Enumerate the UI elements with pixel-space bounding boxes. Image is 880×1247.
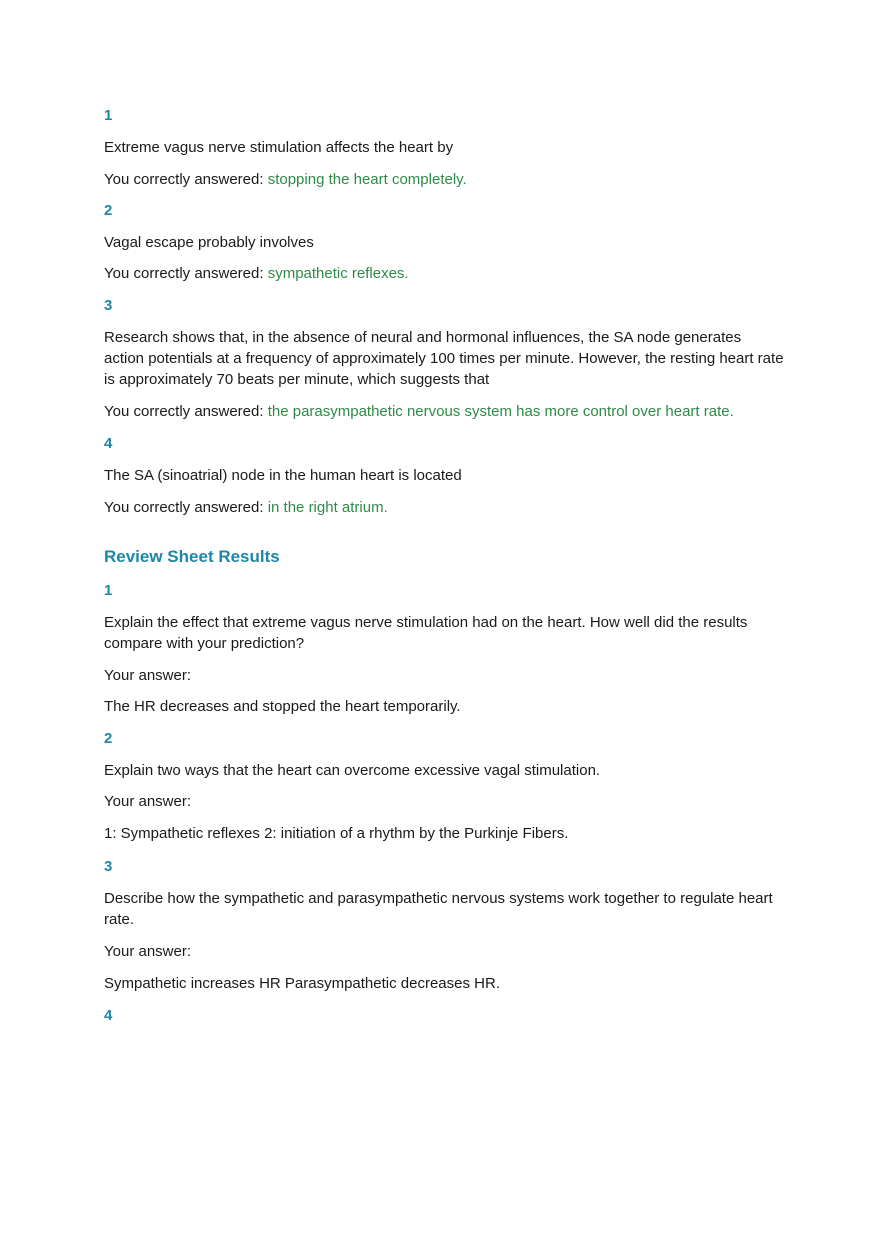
review-item-number: 2 [104,730,113,747]
quiz-question: Vagal escape probably involves [104,234,314,251]
answer-label: Your answer: [104,793,191,810]
quiz-result-line [104,263,784,284]
quiz-answer: in the right atrium. [267,499,388,516]
quiz-item-number: 4 [104,435,113,452]
quiz-result-line [104,169,784,190]
review-item-number: 1 [104,582,113,599]
quiz-question: Research shows that, in the absence of neural and hormonal influences, the SA node generates action potentials at a frequency of approximately 100 times per minute. However, the resting heart rate is approximately 70 beats per minute, which suggests that [104,329,784,388]
quiz-question: Extreme vagus nerve stimulation affects the heart by [104,139,454,156]
review-question: Describe how the sympathetic and parasympathetic nervous systems work together to regulate heart rate. [104,890,773,928]
review-item-number: 3 [104,858,113,875]
quiz-result-line [104,497,784,518]
answer-label: Your answer: [104,943,191,960]
quiz-item-number: 2 [104,202,113,219]
correct-prefix: You correctly answered: [104,403,264,420]
quiz-result-line [104,401,784,422]
answer-label: Your answer: [104,667,191,684]
quiz-answer: stopping the heart completely. [267,171,467,188]
quiz-answer: sympathetic reflexes. [267,265,409,282]
correct-prefix: You correctly answered: [104,171,264,188]
quiz-item-number: 1 [104,107,113,124]
correct-prefix: You correctly answered: [104,265,264,282]
correct-prefix: You correctly answered: [104,499,264,516]
quiz-answer: the parasympathetic nervous system has more control over heart rate. [267,403,734,420]
review-question: Explain two ways that the heart can overcome excessive vagal stimulation. [104,762,601,779]
review-answer: Sympathetic increases HR Parasympathetic decreases HR. [104,975,500,992]
review-answer: The HR decreases and stopped the heart temporarily. [104,698,461,715]
quiz-question: The SA (sinoatrial) node in the human heart is located [104,467,462,484]
review-question: Explain the effect that extreme vagus nerve stimulation had on the heart. How well did the results compare with your prediction? [104,614,748,652]
review-answer: 1: Sympathetic reflexes 2: initiation of a rhythm by the Purkinje Fibers. [104,825,569,842]
review-section-title: Review Sheet Results [104,547,280,566]
review-item-number: 4 [104,1007,113,1024]
quiz-item-number: 3 [104,297,113,314]
